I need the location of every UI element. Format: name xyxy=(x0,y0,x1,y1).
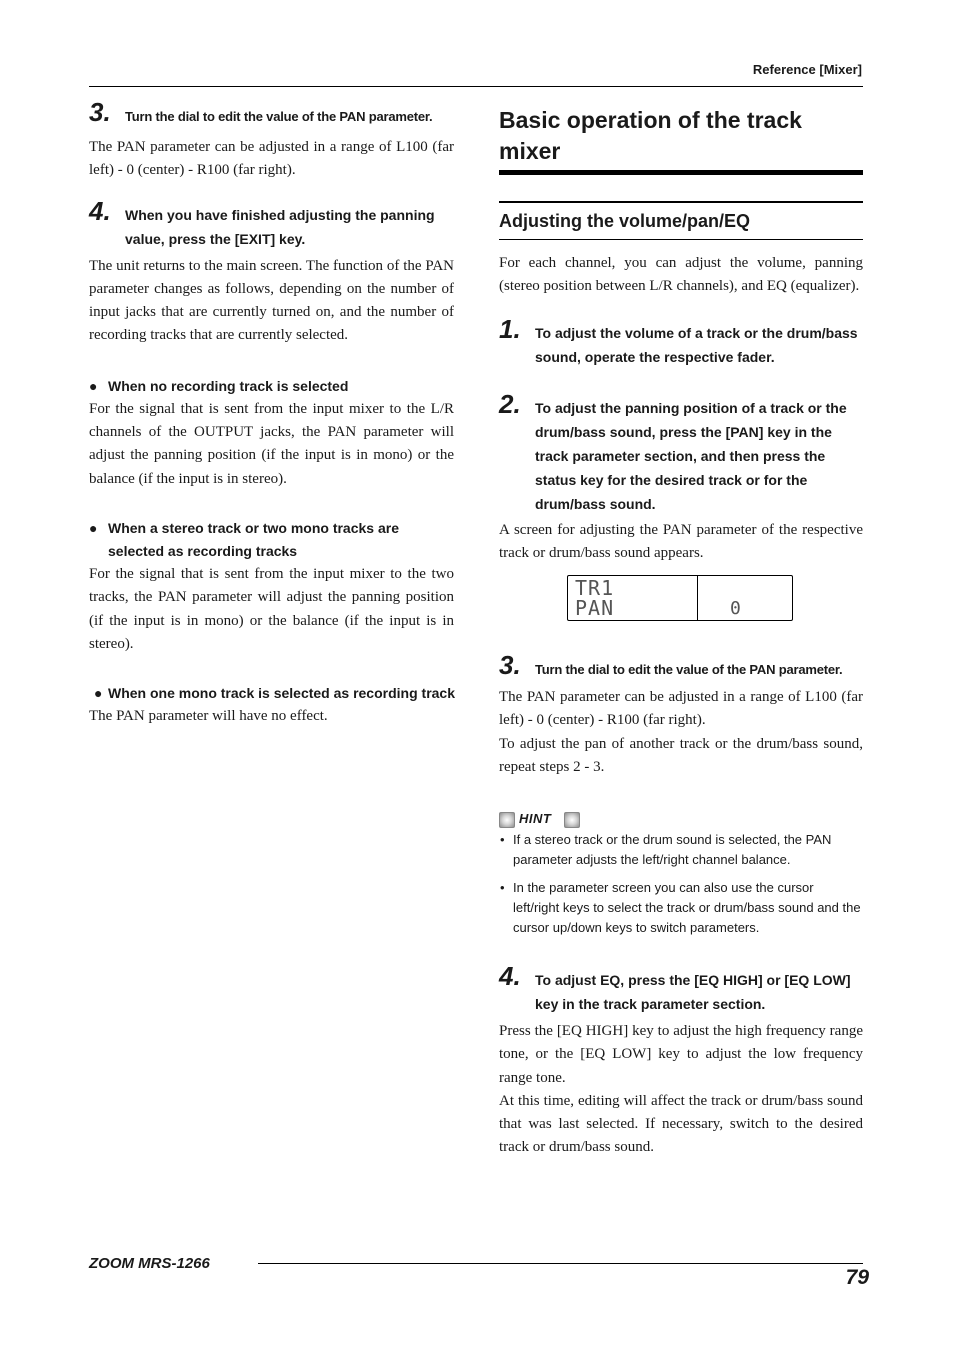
hint-bullet-icon xyxy=(499,812,515,828)
right-column-top xyxy=(499,105,863,565)
heading-rule xyxy=(499,170,863,175)
step-title: Turn the dial to edit the value of the PAN parameter. xyxy=(535,662,843,677)
intro-text: For each channel, you can adjust the volume, panning (stereo position between L/R channels), and EQ (equalizer). xyxy=(499,255,863,295)
step-number: 2. xyxy=(499,388,521,419)
step-number: 4. xyxy=(89,195,111,226)
header-rule xyxy=(89,86,863,87)
lcd-value: 0 xyxy=(730,598,742,619)
bullet-heading xyxy=(89,517,454,563)
step-body: To adjust the pan of another track or the drum/bass sound, repeat steps 2 - 3. xyxy=(499,735,863,775)
bullet-body: For the signal that is sent from the input mixer to the L/R channels of the OUTPUT jacks, the PAN parameter will adjust the panning position (if the input is in mono) or the balance (if the input is in stereo). xyxy=(89,400,454,487)
page-number: 79 xyxy=(845,1266,869,1289)
footer-product-name: ZOOM MRS-1266 xyxy=(89,1255,210,1272)
step-title: When you have finished adjusting the panning value, press the [EXIT] key. xyxy=(125,206,435,247)
bullet-heading xyxy=(89,682,454,705)
step-2-right xyxy=(499,388,863,516)
running-header: Reference [Mixer] xyxy=(752,62,862,77)
subsection-heading: Adjusting the volume/pan/EQ xyxy=(499,210,751,231)
lcd-display xyxy=(567,575,793,621)
right-column-bottom xyxy=(499,650,863,779)
bullet-icon: ● xyxy=(94,685,103,702)
hint-text: In the parameter screen you can also use the cursor left/right keys to select the track or drum/bass sound and the cursor up/down keys to switch parameters. xyxy=(513,880,861,935)
left-column xyxy=(89,97,455,728)
hint-text: If a stereo track or the drum sound is selected, the PAN parameter adjusts the left/right channel balance. xyxy=(513,832,832,867)
bullet-body: The PAN parameter will have no effect. xyxy=(89,708,328,725)
bullet-body: For the signal that is sent from the input mixer to the two tracks, the PAN parameter will adjust the panning position (if the input is in mono) or the balance (if the input is in stereo). xyxy=(89,565,454,652)
step-number: 3. xyxy=(89,97,111,127)
hint-item xyxy=(499,878,863,938)
step-title: To adjust the volume of a track or the drum/bass sound, operate the respective fader. xyxy=(535,324,858,365)
step-title: To adjust the panning position of a track or the drum/bass sound, press the [PAN] key in the track parameter section, and then press the status key for the desired track or for the drum/bass sound. xyxy=(535,399,847,512)
bullet-icon: ● xyxy=(89,519,98,536)
subheading-rule-bottom xyxy=(499,239,863,241)
lcd-line-param: PAN xyxy=(575,596,615,620)
bullet-icon: • xyxy=(500,880,505,895)
step-title: Turn the dial to edit the value of the PAN parameter. xyxy=(125,109,433,124)
hint-title: HINT xyxy=(519,811,552,826)
step-1-right xyxy=(499,313,863,369)
step-3-left xyxy=(89,97,454,129)
section-heading: Basic operation of the track mixer xyxy=(499,107,802,164)
step-body: Press the [EQ HIGH] key to adjust the high frequency range tone, or the [EQ LOW] key to adjust the low frequency range tone. xyxy=(499,1023,863,1086)
step-body: The unit returns to the main screen. The function of the PAN parameter changes as follows, depending on the number of input jacks that are currently turned on, and the number of recording tracks that are currently selected. xyxy=(89,257,454,344)
step-body: The PAN parameter can be adjusted in a range of L100 (far left) - 0 (center) - R100 (far right). xyxy=(89,139,454,179)
footer-rule xyxy=(258,1263,863,1264)
lcd-divider xyxy=(697,576,698,620)
step-number: 4. xyxy=(499,961,521,991)
lcd-line-track: TR1 xyxy=(575,576,615,600)
bullet-icon: ● xyxy=(89,377,98,394)
bullet-icon: • xyxy=(500,832,505,847)
bullet-title: When a stereo track or two mono tracks are selected as recording tracks xyxy=(108,519,399,559)
step-body: At this time, editing will affect the track or drum/bass sound that was last selected. If necessary, switch to the desired track or drum/bass sound. xyxy=(499,1092,863,1156)
step-number: 3. xyxy=(499,650,521,680)
hint-list xyxy=(499,830,863,1160)
step-4-left xyxy=(89,195,454,251)
step-title: To adjust EQ, press the [EQ HIGH] or [EQ LOW] key in the track parameter section. xyxy=(535,972,851,1012)
hint-bullet-icon xyxy=(564,812,580,828)
bullet-title: When one mono track is selected as recording track xyxy=(108,685,455,702)
step-body: A screen for adjusting the PAN parameter of the respective track or drum/bass sound appears. xyxy=(499,521,863,561)
hint-item xyxy=(499,830,863,870)
step-body: The PAN parameter can be adjusted in a range of L100 (far left) - 0 (center) - R100 (far right). xyxy=(499,689,863,729)
bullet-heading xyxy=(89,375,454,398)
bullet-title: When no recording track is selected xyxy=(108,377,349,394)
step-3-right xyxy=(499,650,863,682)
step-number: 1. xyxy=(499,313,521,344)
step-4-right xyxy=(499,961,863,1016)
